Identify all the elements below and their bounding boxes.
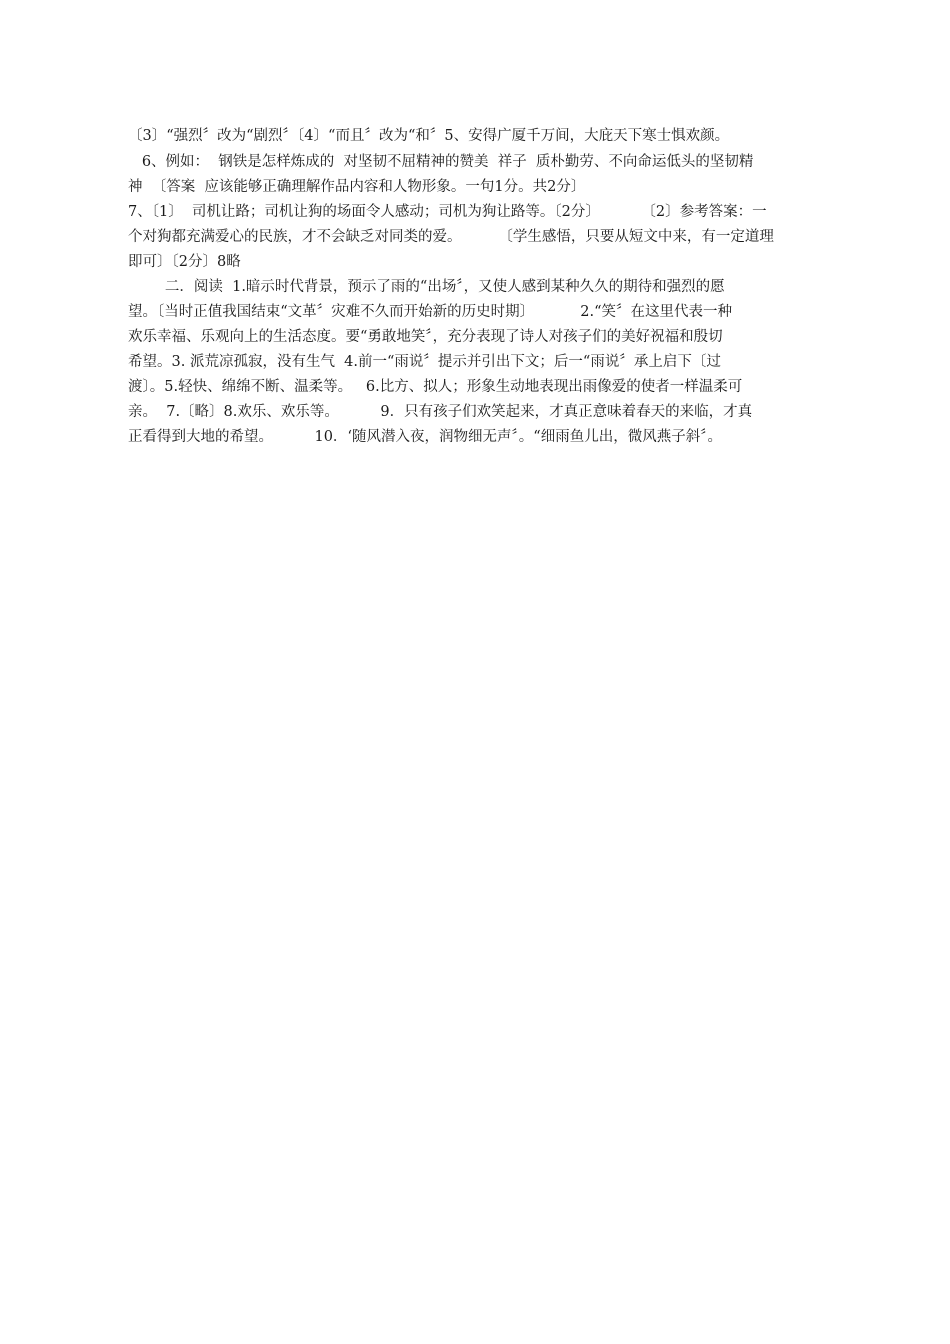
answer-line-3: 神 〔答案 应该能够正确理解作品内容和人物形象。一句1分。共2分〕 bbox=[128, 179, 586, 195]
reading-line-1: 二．阅读 1.暗示时代背景，预示了雨的“出场〞，又使人感到某种久久的期待和强烈的愿 bbox=[128, 279, 725, 295]
answer-line-1: 〔3〕“强烈〞改为“剧烈〞〔4〕“而且〞改为“和〞5、安得广厦千万间，大庇天下寒士惧欢颜。 bbox=[128, 128, 730, 144]
answer-line-6: 即可〕〔2分〕8略 bbox=[128, 254, 241, 270]
answer-line-5: 个对狗都充满爱心的民族，才不会缺乏对同类的爱。 〔学生感悟，只要从短文中来，有一定道理 bbox=[128, 229, 774, 245]
reading-line-5: 渡〕。5.轻快、绵绵不断、温柔等。 6.比方、拟人；形象生动地表现出雨像爱的使者一样温柔可 bbox=[128, 379, 743, 395]
reading-line-6: 亲。 7.〔略〕8.欢乐、欢乐等。 9．只有孩子们欢笑起来，才真正意味着春天的来临，才真 bbox=[128, 404, 753, 420]
reading-line-2: 望。〔当时正值我国结束“文革〞灾难不久而开始新的历史时期〕 2.“笑〞在这里代表一种 bbox=[128, 304, 732, 320]
reading-line-7: 正看得到大地的希望。 10．‘随风潜入夜，润物细无声〞。“细雨鱼儿出，微风燕子斜〞。 bbox=[128, 429, 722, 445]
answer-line-4: 7、〔1〕 司机让路；司机让狗的场面令人感动；司机为狗让路等。〔2分〕 〔2〕参考答案：一 bbox=[128, 204, 767, 220]
answer-line-2: 6、例如： 钢铁是怎样炼成的 对坚韧不屈精神的赞美 祥子 质朴勤劳、不向命运低头的坚韧精 bbox=[128, 154, 754, 170]
reading-line-4: 希望。3. 派荒凉孤寂，没有生气 4.前一“雨说〞提示并引出下文；后一“雨说〞承上启下〔过 bbox=[128, 354, 721, 370]
reading-line-3: 欢乐幸福、乐观向上的生活态度。要“勇敢地笑〞，充分表现了诗人对孩子们的美好祝福和殷切 bbox=[128, 329, 723, 345]
